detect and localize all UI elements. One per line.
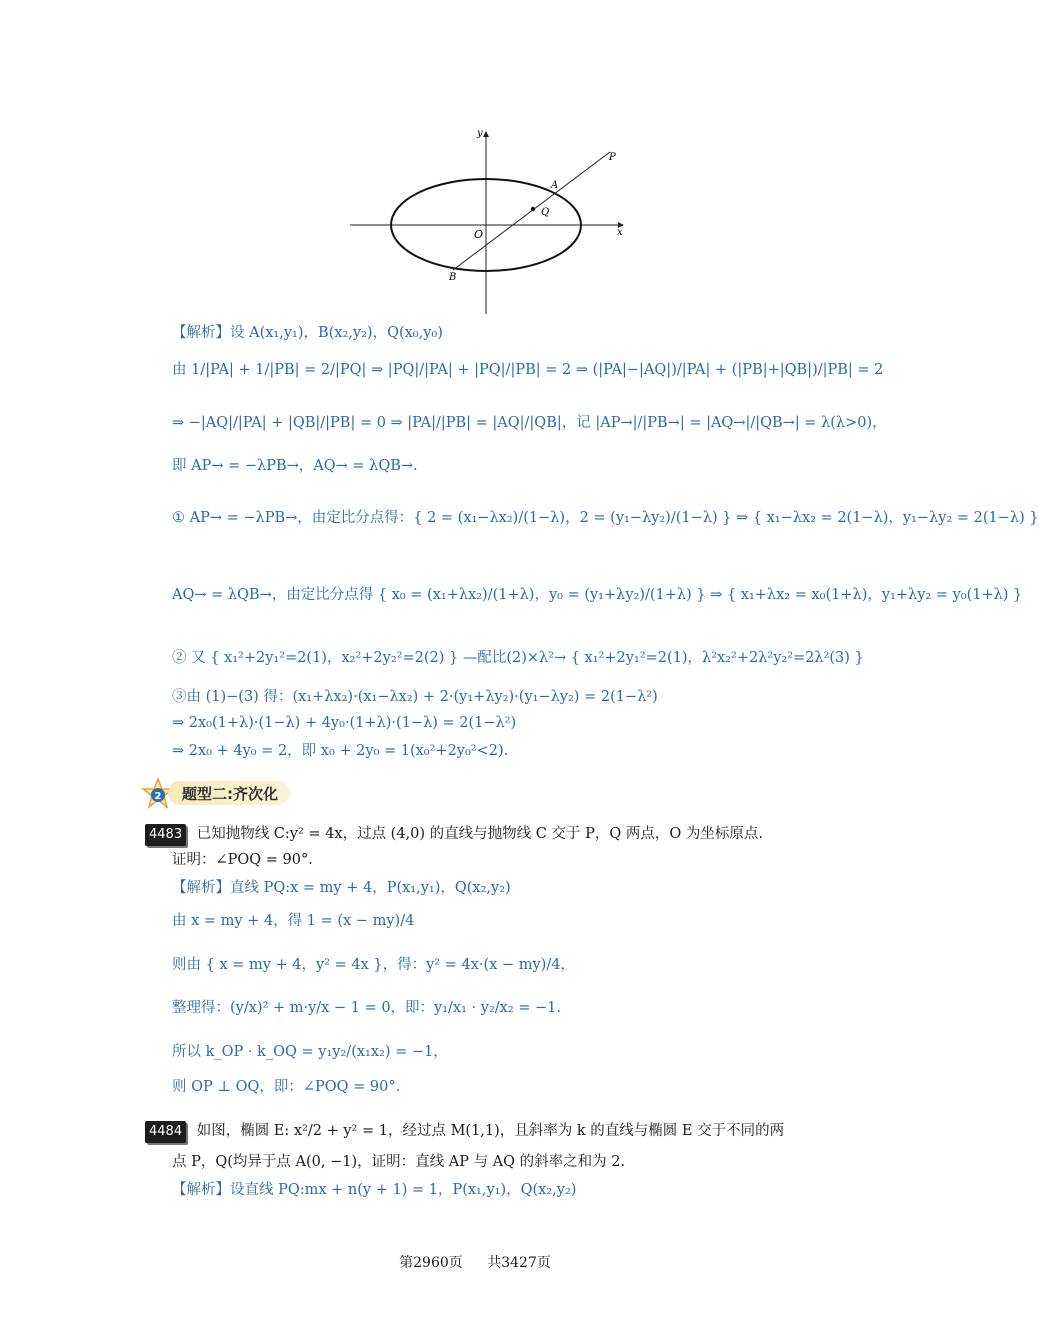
q4484-stem-text: 如图，椭圆 E: x²/2 + y² = 1，经过点 M(1,1)，且斜率为 k 的直线与椭圆 E 交于不同的两	[196, 1123, 785, 1139]
sol1-line-9: ⇒ 2x₀ + 4y₀ = 2，即 x₀ + 2y₀ = 1(x₀²+2y₀²<2).	[172, 743, 509, 759]
label-y: y	[477, 128, 483, 139]
point-q	[531, 207, 535, 211]
sol1-line-3: 即 AP→ = −λPB→，AQ→ = λQB→.	[172, 458, 418, 474]
label-b: B	[449, 272, 457, 283]
label-p: P	[609, 152, 616, 163]
q4484-number: 4484	[145, 1121, 186, 1143]
q4483-sol-0: 【解析】直线 PQ:x = my + 4，P(x₁,y₁)，Q(x₂,y₂)	[172, 880, 511, 896]
label-q: Q	[541, 207, 550, 218]
label-x: x	[617, 227, 623, 238]
sol1-line-6: ② 又 { x₁²+2y₁²=2(1)，x₂²+2y₂²=2(2) } —配比(2)×λ²→ { x₁²+2y₁²=2(1)，λ²x₂²+2λ²y₂²=2λ²(3) }	[172, 650, 864, 666]
q4484-stem2: 点 P，Q(均异于点 A(0, −1)，证明：直线 AP 与 AQ 的斜率之和为 2.	[172, 1154, 626, 1170]
q4483-sol-5: 则 OP ⊥ OQ，即：∠POQ = 90°.	[172, 1079, 401, 1095]
line-pb	[453, 152, 610, 270]
q4483-sol-3: 整理得：(y/x)² + m·y/x − 1 = 0，即：y₁/x₁ · y₂/x₂ = −1.	[172, 1000, 561, 1016]
q4483-number: 4483	[145, 824, 186, 846]
q4483-stem2: 证明：∠POQ = 90°.	[172, 852, 313, 868]
sol1-line-2: ⇒ −|AQ|/|PA| + |QB|/|PB| = 0 ⇒ |PA|/|PB| = |AQ|/|QB|，记 |AP→|/|PB→| = |AQ→|/|QB→| = λ(λ>0)，	[172, 415, 887, 431]
section-banner	[142, 778, 290, 808]
sol1-line-5: AQ→ = λQB→，由定比分点得 { x₀ = (x₁+λx₂)/(1+λ)，y₀ = (y₁+λy₂)/(1+λ) } ⇒ { x₁+λx₂ = x₀(1+λ)，y₁+λy₂ = y₀(1+λ) }	[172, 587, 1023, 603]
section-title: 题型二:齐次化	[168, 781, 290, 805]
page-footer	[0, 1252, 950, 1272]
q4484-stem	[145, 1121, 784, 1143]
sol1-line-0: 【解析】设 A(x₁,y₁)，B(x₂,y₂)，Q(x₀,y₀)	[172, 325, 443, 341]
q4484-sol-0: 【解析】设直线 PQ:mx + n(y + 1) = 1，P(x₁,y₁)，Q(x₂,y₂)	[172, 1182, 577, 1198]
sol1-line-7: ③由 (1)−(3) 得：(x₁+λx₂)·(x₁−λx₂) + 2·(y₁+λy₂)·(y₁−λy₂) = 2(1−λ²)	[172, 689, 658, 705]
sol1-line-4: ① AP→ = −λPB→，由定比分点得：{ 2 = (x₁−λx₂)/(1−λ)，2 = (y₁−λy₂)/(1−λ) } ⇒ { x₁−λx₂ = 2(1−λ)，y₁−λy₂ = 2(1−λ) }	[172, 510, 1039, 526]
sol1-line-8: ⇒ 2x₀(1+λ)·(1−λ) + 4y₀·(1+λ)·(1−λ) = 2(1−λ²)	[172, 715, 517, 731]
q4483-sol-4: 所以 k_OP · k_OQ = y₁y₂/(x₁x₂) = −1，	[172, 1044, 448, 1060]
section-number: 2	[154, 791, 162, 802]
page-number: 第2960页	[399, 1255, 463, 1271]
q4483-sol-1: 由 x = my + 4，得 1 = (x − my)/4	[172, 913, 415, 929]
ellipse-figure	[345, 122, 635, 317]
label-o: O	[474, 228, 484, 241]
label-a: A	[551, 180, 559, 191]
q4483-stem-text: 已知抛物线 C:y² = 4x，过点 (4,0) 的直线与抛物线 C 交于 P，Q 两点，O 为坐标原点.	[196, 826, 763, 842]
q4483-stem	[145, 824, 763, 846]
sol1-line-1: 由 1/|PA| + 1/|PB| = 2/|PQ| ⇒ |PQ|/|PA| + |PQ|/|PB| = 2 ⇒ (|PA|−|AQ|)/|PA| + (|PB|+|QB|)/|PB| = 2	[172, 362, 884, 378]
q4483-sol-2: 则由 { x = my + 4，y² = 4x }，得：y² = 4x·(x − my)/4，	[172, 957, 575, 973]
page-total: 共3427页	[487, 1255, 551, 1271]
